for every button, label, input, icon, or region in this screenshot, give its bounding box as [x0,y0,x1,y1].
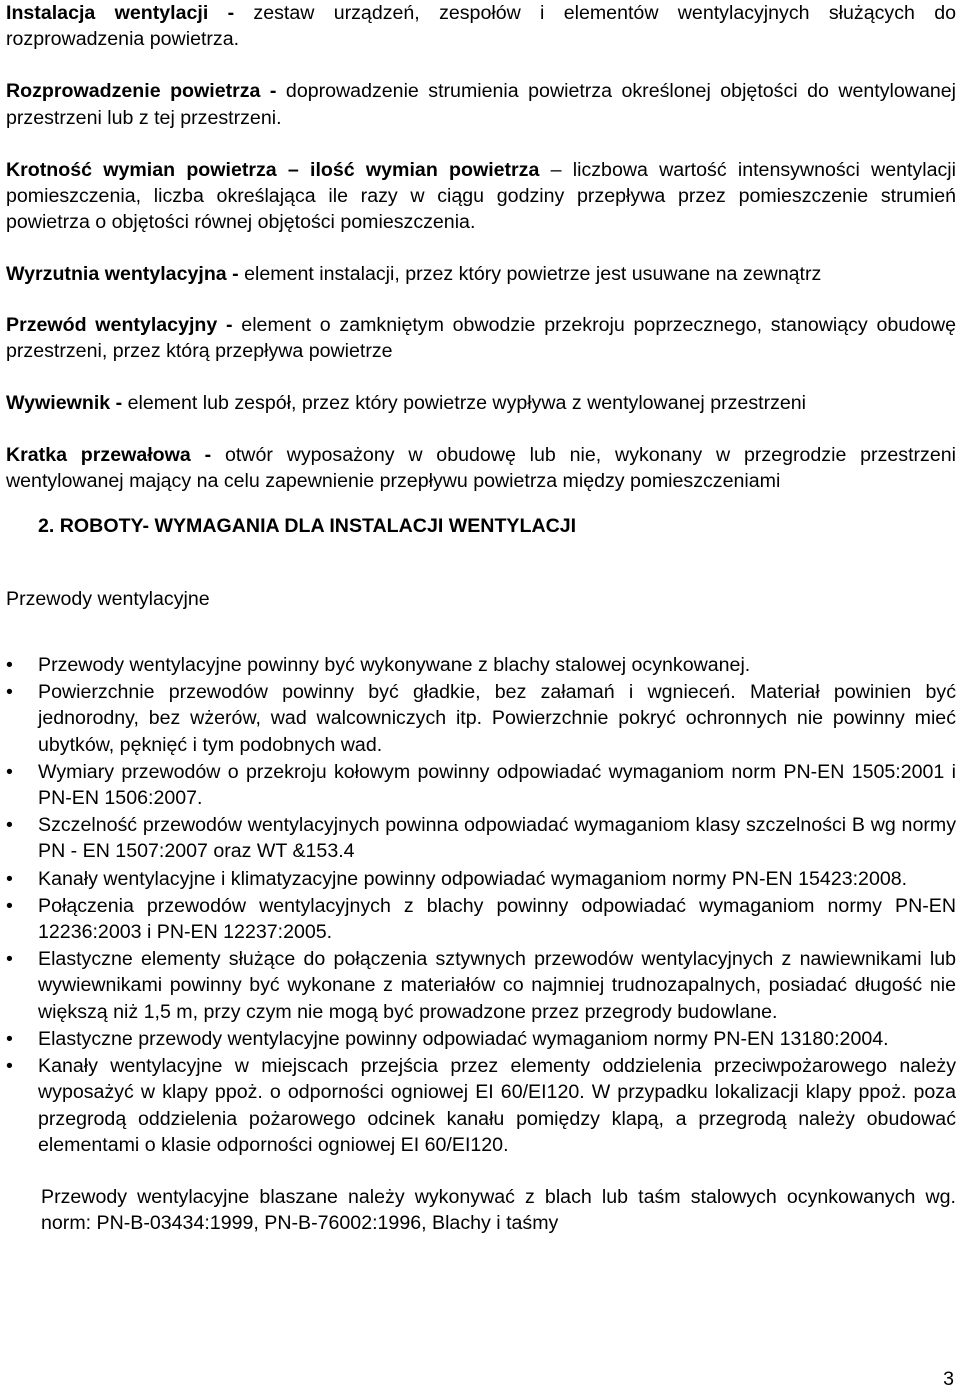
definition-text: otwór wyposażony w obudowę lub nie, wykonany w przegrodzie przestrzeni wentylowanej mający na celu zapewnienie przepływu powietrza między pomieszczeniami [6,444,956,493]
list-item-text: Szczelność przewodów wentylacyjnych powinna odpowiadać wymaganiom klasy szczelności B wg normy PN - EN 1507:2007 oraz WT &153.4 [38,814,956,863]
definition-text: zestaw urządzeń, zespołów i elementów wentylacyjnych służących do rozprowadzenia powietrza. [6,2,956,51]
definition-text: – liczbowa wartość intensywności wentylacji pomieszczenia, liczba określająca ile razy w ciągu godziny przepływa przez pomieszczenie strumień powietrza o objętości równej objętości pomieszczenia. [6,158,956,234]
closing-paragraph: Przewody wentylacyjne blaszane należy wykonywać z blach lub taśm stalowych ocynkowanych wg. norm: PN-B-03434:1999, PN-B-76002:1996, Blachy i taśmy [41,1185,956,1235]
definition-przewod-wentylacyjny [6,312,956,364]
definition-wywiewnik [6,390,956,416]
definition-kratka-przewalowa [6,442,956,494]
list-item [6,812,956,864]
definition-term: Kratka przewałowa - [6,444,212,467]
list-item-text: Kanały wentylacyjne w miejscach przejścia przez elementy oddzielenia przeciwpożarowego należy wyposażyć w klapy ppoż. o odporności ogniowej EI 60/EI120. W przypadku lokalizacji klapy ppoż. poza przegrodą oddzielenia pożarowego odcinek kanału pomiędzy klapą, a przegrodą należy obudować elementami o klasie odporności ogniowej EI 60/EI120. [38,1055,956,1156]
page-number: 3 [943,1368,954,1390]
list-item [6,759,956,811]
list-item-text: Powierzchnie przewodów powinny być gładkie, bez załamań i wgnieceń. Materiał powinien być jednorodny, bez wżerów, wad walcowniczych itp. Powierzchnie pokryć ochronnych nie powinny mieć ubytków, pęknięć i tym podobnych wad. [38,681,956,756]
definition-text: element instalacji, przez który powietrze jest usuwane na zewnątrz [238,263,822,286]
list-item [6,946,956,1025]
definition-term: Rozprowadzenie powietrza - [6,80,277,103]
section-heading: 2. ROBOTY- WYMAGANIA DLA INSTALACJI WENTYLACJI [38,514,577,537]
bullet-icon: • [6,760,13,783]
definition-term: Wywiewnik - [6,392,123,415]
bullet-icon: • [6,894,13,917]
list-item-text: Wymiary przewodów o przekroju kołowym powinny odpowiadać wymaganiom norm PN-EN 1505:2001 i PN-EN 1506:2007. [38,760,956,810]
bullet-icon: • [6,867,13,890]
definition-term: Przewód wentylacyjny - [6,313,233,336]
bullet-icon: • [6,681,13,704]
document-page [6,0,956,1236]
definition-krotnosc-wymian [6,157,956,236]
subsection-heading: Przewody wentylacyjne [6,587,210,610]
definition-term: Krotność wymian powietrza – ilość wymian powietrza [6,158,540,181]
definition-text: doprowadzenie strumienia powietrza określonej objętości do wentylowanej przestrzeni lub z tej przestrzeni. [6,80,956,129]
bullet-icon: • [6,654,13,677]
bullet-icon: • [6,1055,13,1078]
definition-term: Instalacja wentylacji - [6,2,235,24]
list-item-text: Elastyczne przewody wentylacyjne powinny odpowiadać wymaganiom normy PN-EN 13180:2004. [38,1027,889,1050]
requirements-list [6,652,956,1158]
definition-instalacja-wentylacji [6,0,956,52]
definition-text: element o zamkniętym obwodzie przekroju poprzecznego, stanowiący obudowę przestrzeni, przez którą przepływa powietrze [6,313,957,362]
definition-rozprowadzenie-powietrza [6,78,956,130]
definition-wyrzutnia-wentylacyjna [6,261,956,287]
list-item [6,893,956,945]
definition-text: element lub zespół, przez który powietrze wypływa z wentylowanej przestrzeni [122,392,807,415]
list-item-text: Kanały wentylacyjne i klimatyzacyjne powinny odpowiadać wymaganiom normy PN-EN 15423:2008. [38,867,908,890]
bullet-icon: • [6,1027,13,1050]
bullet-icon: • [6,948,13,971]
list-item-text: Elastyczne elementy służące do połączenia sztywnych przewodów wentylacyjnych z nawiewnikami lub wywiewnikami powinny być wykonane z materiałów co najmniej trudnozapalnych, posiadać długość nie większą niż 1,5 m, przy czym nie mogą być prowadzone przez przegrody budowlane. [38,948,956,1023]
definition-term: Wyrzutnia wentylacyjna - [6,263,239,286]
list-item [6,679,956,758]
bullet-icon: • [6,814,13,837]
list-item [6,652,956,678]
list-item-text: Przewody wentylacyjne powinny być wykonywane z blachy stalowej ocynkowanej. [38,654,751,677]
list-item [6,1053,956,1158]
list-item [6,866,956,892]
list-item [6,1026,956,1052]
list-item-text: Połączenia przewodów wentylacyjnych z blachy powinny odpowiadać wymaganiom normy PN-EN 12236:2003 i PN-EN 12237:2005. [38,894,956,944]
